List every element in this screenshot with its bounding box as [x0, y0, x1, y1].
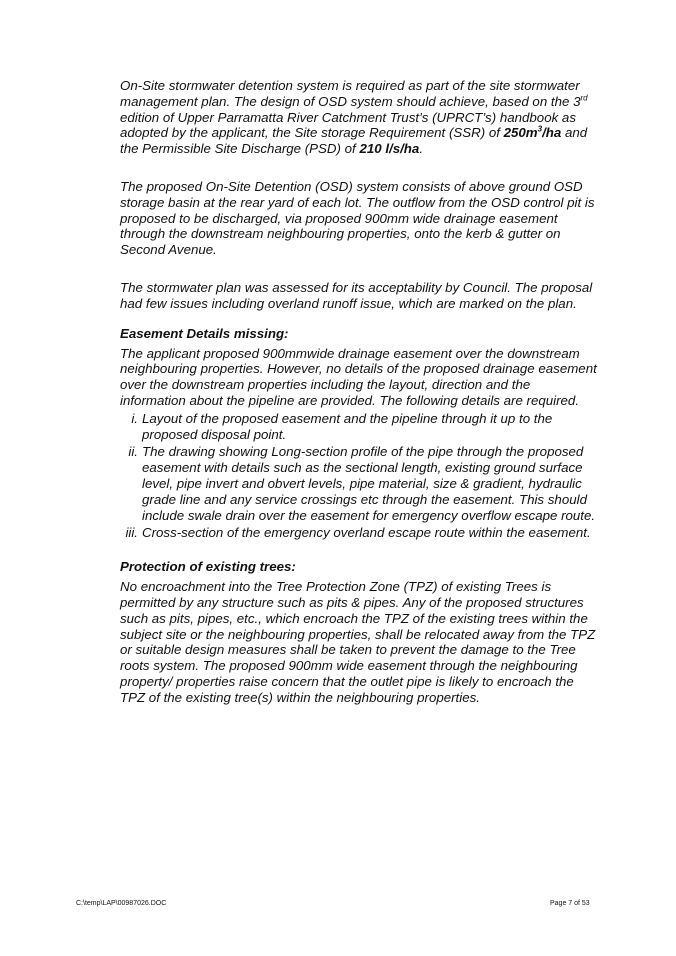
easement-body: The applicant proposed 900mmwide drainage easement over the downstream neighbouring properties. However, no details of the proposed drainage easement over the downstream properties including the layout, direction and the information about the pipeline are provided. The following details are required.: [120, 345, 597, 408]
list-item-text: Layout of the proposed easement and the pipeline through it up to the proposed disposal point.: [142, 410, 553, 442]
ssr-value: $250m^3/ha$: [503, 124, 562, 141]
list-item: [120, 444, 598, 523]
list-item-text: Cross-section of the emergency overland escape route within the easement.: [142, 525, 591, 541]
easement-heading: Easement Details missing:: [120, 325, 289, 341]
para1-text-a: On-Site stormwater detention system is required as part of the site stormwater management plan. The design of OSD system should achieve, based on the 3: [120, 78, 581, 109]
para1-text-d: .: [419, 141, 424, 157]
footer-file-path: C:\temp\LAP\00987026.DOC: [76, 900, 167, 907]
trees-heading: Protection of existing trees:: [120, 559, 296, 575]
osd-system-paragraph: The proposed On-Site Detention (OSD) system consists of above ground OSD storage basin at the rear yard of each lot. The outflow from the OSD control pit is proposed to be discharged, via proposed 900mm wide drainage easement through the downstream neighbouring properties, onto the kerb & gutter on Second Avenue.: [120, 178, 595, 258]
list-item-number: ii.: [128, 444, 138, 460]
ordinal-superscript: rd: [580, 93, 588, 103]
document-body: [120, 78, 598, 706]
trees-body: No encroachment into the Tree Protection Zone (TPZ) of existing Trees is permitted by any structure such as pits & pipes. Any of the proposed structures such as pits, pipes, etc., which encroach the TPZ of the existing trees within the subject site or the neighbouring properties, shall be relocated away from the TPZ or suitable design measures shall be taken to prevent the damage to the Tree roots system. The proposed 900mm wide easement through the neighbouring property/ properties raise concern that the outlet pipe is likely to encroach the TPZ of the existing tree(s) within the neighbouring properties.: [120, 579, 596, 705]
para1-text-b: edition of Upper Parramatta River Catchment Trust’s (UPRCT’s) handbook as adopted by the applicant, the Site storage Requirement (SSR) of: [120, 109, 576, 141]
para1-text-c: and the Permissible Site Discharge (PSD) of: [120, 125, 588, 157]
easement-requirements-list: [120, 411, 598, 541]
list-item: [120, 525, 598, 541]
list-item-number: i.: [131, 410, 138, 426]
list-item-text: The drawing showing Long-section profile of the pipe through the proposed easement with details such as the sectional length, existing ground surface level, pipe invert and obvert levels, pipe material, size & gradient, hydraulic grade line and any service crossings etc through the easement. This should include swale drain over the easement for emergency overflow escape route.: [142, 444, 596, 523]
easement-section: [120, 326, 598, 542]
list-item-number: iii.: [125, 525, 138, 541]
list-item: [120, 411, 598, 443]
trees-section: [120, 559, 598, 705]
footer-page-number: Page 7 of 53: [550, 900, 590, 907]
osd-requirement-paragraph: [120, 78, 598, 157]
psd-value: 210 l/s/ha: [359, 141, 420, 157]
assessment-paragraph: The stormwater plan was assessed for its acceptability by Council. The proposal had few issues including overland runoff issue, which are marked on the plan.: [120, 279, 593, 311]
